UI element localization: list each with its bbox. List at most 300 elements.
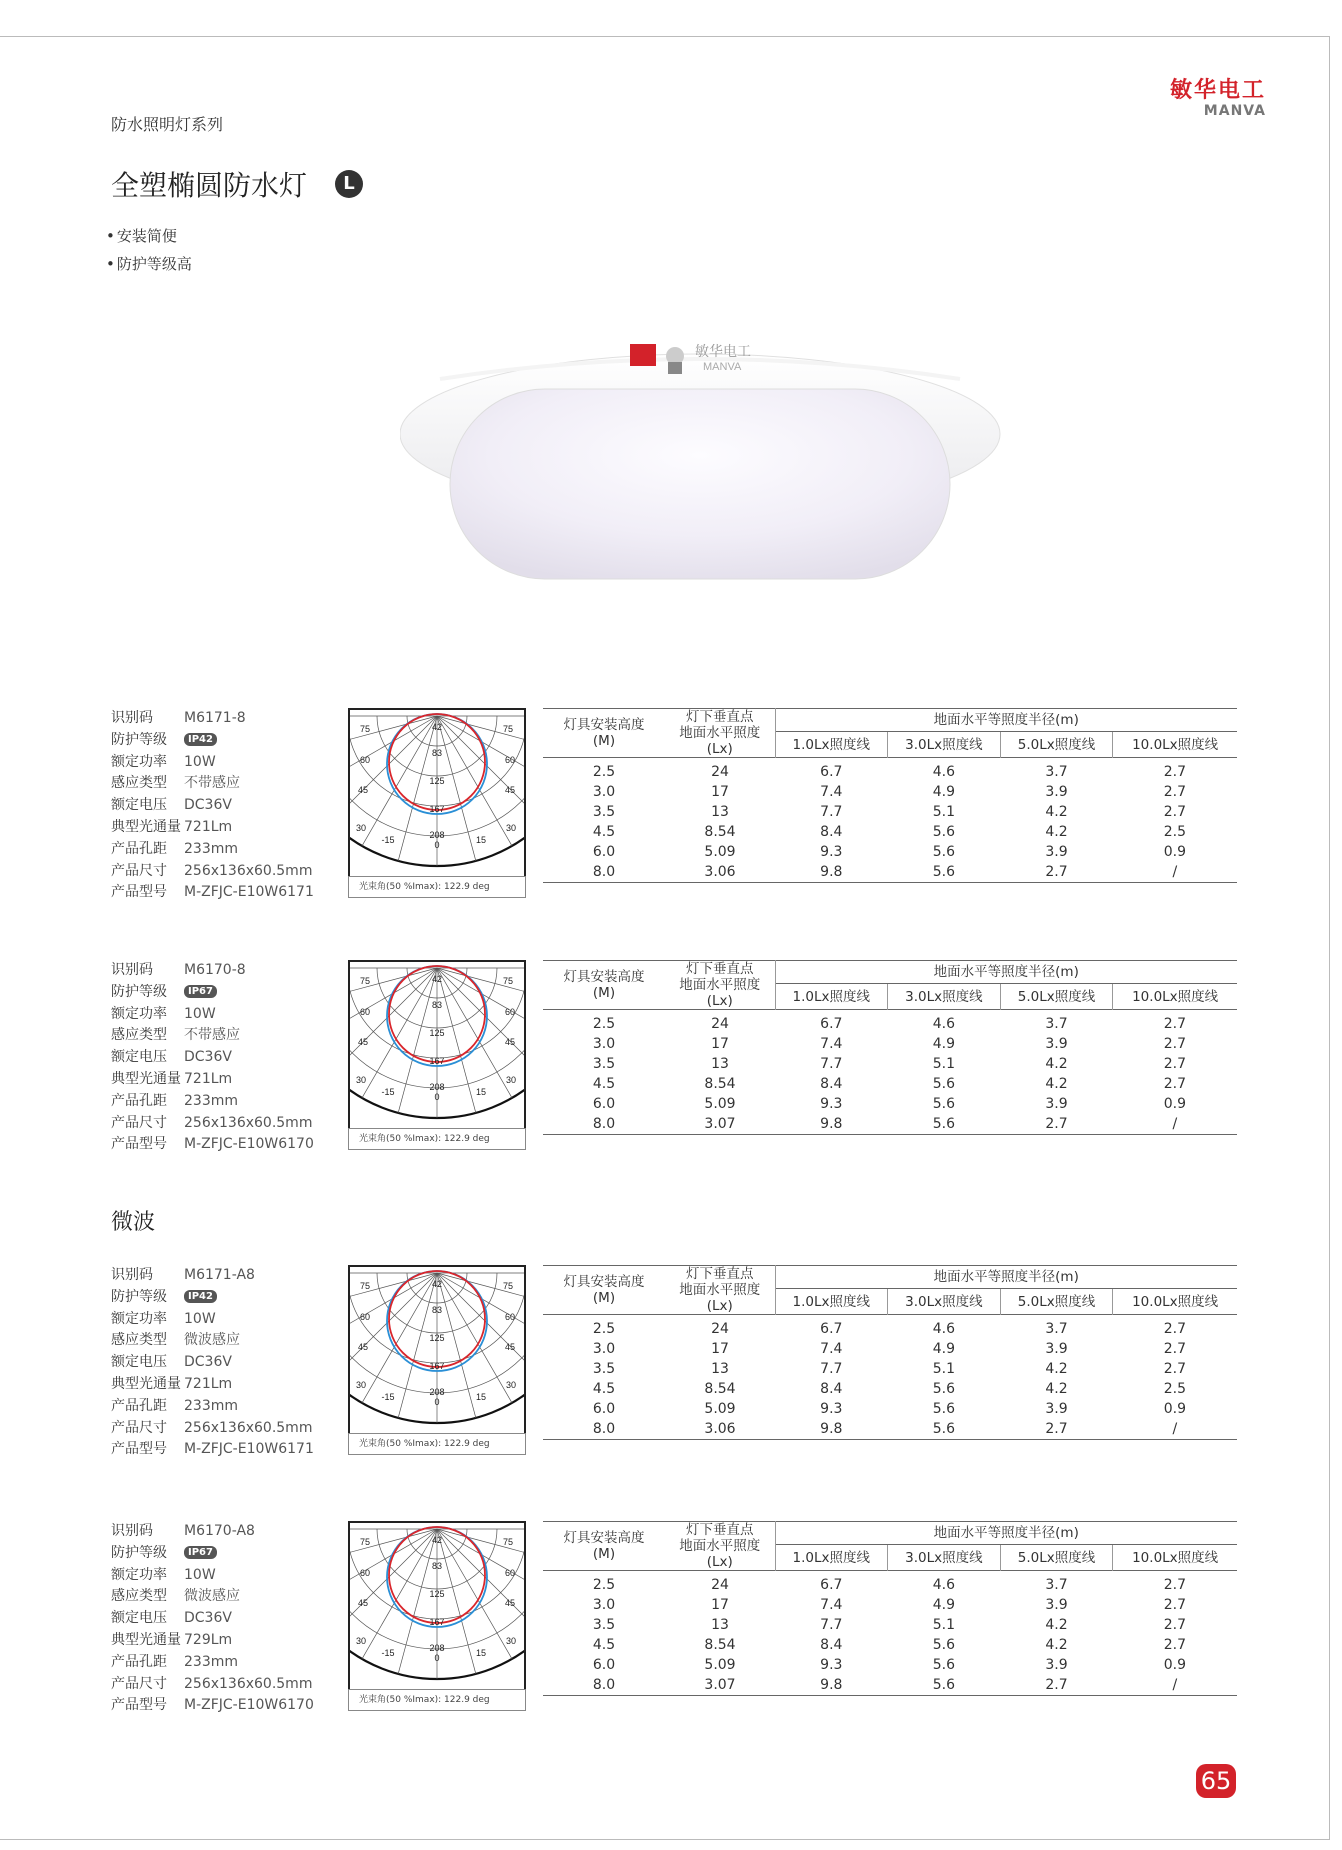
polar-radius-label: 83 xyxy=(431,1305,443,1315)
spec-row xyxy=(111,773,314,795)
table-cell: 4.2 xyxy=(1045,1076,1068,1092)
beam-angle-label: 光束角(50 %Imax): 122.9 deg xyxy=(348,1433,526,1455)
table-cell: 6.7 xyxy=(775,1571,888,1596)
spec-label: 额定功率 xyxy=(111,1566,167,1583)
table-cell: 3.9 xyxy=(1045,1036,1068,1052)
brand-logo-en: MANVA xyxy=(1203,103,1266,119)
spec-value: 不带感应 xyxy=(184,1027,240,1044)
spec-block xyxy=(0,708,1342,908)
polar-angle-label: 30 xyxy=(505,1380,517,1390)
spec-row xyxy=(111,1309,314,1331)
table-row xyxy=(543,1315,1237,1340)
spec-value: 10W xyxy=(184,753,216,770)
table-cell: 2.7 xyxy=(1000,1114,1113,1135)
spec-row xyxy=(111,1521,314,1543)
table-cell: 8.54 xyxy=(704,1637,736,1653)
polar-angle-label: 60 xyxy=(504,755,516,765)
table-row xyxy=(543,822,1237,842)
table-cell: 2.7 xyxy=(1163,1341,1187,1357)
polar-angle-label: 75 xyxy=(502,1537,514,1547)
table-cell: 13 xyxy=(711,1361,729,1377)
table-cell: 6.7 xyxy=(775,1010,888,1035)
center-header xyxy=(665,961,775,1010)
radius-col-header: 3.0Lx照度线 xyxy=(888,984,1001,1010)
polar-angle-label: 45 xyxy=(504,785,516,795)
table-cell: 3.0 xyxy=(592,1036,616,1052)
spec-value: 729Lm xyxy=(184,1631,233,1648)
table-row xyxy=(543,1595,1237,1615)
radius-col-header: 10.0Lx照度线 xyxy=(1132,1293,1219,1310)
section-heading-microwave: 微波 xyxy=(111,1210,156,1235)
spec-value: DC36V xyxy=(184,797,232,814)
table-cell: 5.6 xyxy=(932,1637,956,1653)
table-row xyxy=(543,1010,1237,1035)
polar-angle-label: 30 xyxy=(355,823,367,833)
table-cell: 3.9 xyxy=(1045,1401,1068,1417)
table-cell: 5.1 xyxy=(932,1617,956,1633)
polar-angle-label: 75 xyxy=(502,1281,514,1291)
spec-value: 256x136x60.5mm xyxy=(184,1419,313,1436)
photometric-table xyxy=(543,960,1237,1135)
spec-row xyxy=(111,1652,314,1674)
table-cell: 3.06 xyxy=(665,862,775,883)
spec-value: M-ZFJC-E10W6171 xyxy=(184,1441,314,1458)
polar-angle-label: 0 xyxy=(434,840,440,850)
polar-diagram xyxy=(348,1521,526,1693)
table-cell: 4.2 xyxy=(1045,824,1068,840)
table-cell: 9.3 xyxy=(820,1657,843,1673)
radius-col-header: 3.0Lx照度线 xyxy=(888,1289,1001,1315)
table-cell: 8.4 xyxy=(820,1637,843,1653)
polar-angle-label: 45 xyxy=(504,1037,516,1047)
center-header-line: 灯下垂直点 xyxy=(686,961,754,977)
polar-angle-label: 15 xyxy=(475,835,487,845)
polar-angle-label: 15 xyxy=(475,1648,487,1658)
table-cell: 3.7 xyxy=(1000,1571,1113,1596)
spec-value: 721Lm xyxy=(184,1070,233,1087)
table-row xyxy=(543,1675,1237,1696)
table-row xyxy=(543,1074,1237,1094)
polar-angle-label: -15 xyxy=(381,835,395,845)
table-cell: 7.4 xyxy=(820,784,843,800)
spec-value: M-ZFJC-E10W6171 xyxy=(184,884,314,901)
radius-col-header: 1.0Lx照度线 xyxy=(775,1289,888,1315)
table-cell: 4.6 xyxy=(888,758,1001,783)
table-cell: 3.07 xyxy=(665,1675,775,1696)
table-row xyxy=(543,1094,1237,1114)
spec-list xyxy=(111,960,314,1156)
radius-col-header: 5.0Lx照度线 xyxy=(1000,1545,1113,1571)
table-cell: 7.4 xyxy=(820,1036,843,1052)
table-cell: 2.7 xyxy=(1113,1571,1237,1596)
spec-list xyxy=(111,1265,314,1461)
table-cell: 2.7 xyxy=(1163,1617,1187,1633)
spec-row xyxy=(111,1695,314,1717)
table-cell: 2.7 xyxy=(1163,784,1187,800)
table-cell: 2.7 xyxy=(1163,804,1187,820)
spec-label: 产品孔距 xyxy=(111,1397,167,1414)
spec-label: 防护等级 xyxy=(111,1288,167,1305)
spec-value: DC36V xyxy=(184,1610,232,1627)
center-header-line: 地面水平照度 xyxy=(679,1282,761,1298)
spec-label: 典型光通量 xyxy=(111,818,181,835)
table-cell: 2.7 xyxy=(1163,1597,1187,1613)
spec-label: 感应类型 xyxy=(111,775,167,792)
table-cell: 0.9 xyxy=(1163,1096,1187,1112)
table-cell: 3.5 xyxy=(592,1056,616,1072)
polar-radius-label: 208 xyxy=(429,830,445,840)
table-cell: 7.7 xyxy=(820,1617,843,1633)
spec-label: 产品型号 xyxy=(111,1136,167,1153)
table-cell: 5.6 xyxy=(888,862,1001,883)
feature-item: • 安装简便 xyxy=(106,222,192,250)
table-cell: 9.3 xyxy=(820,844,843,860)
spec-value: M6170-A8 xyxy=(184,1523,255,1539)
polar-angle-label: 45 xyxy=(357,1037,369,1047)
spec-label: 产品尺寸 xyxy=(111,1114,167,1131)
spec-row xyxy=(111,1287,314,1309)
polar-angle-label: 15 xyxy=(475,1087,487,1097)
radius-col-header: 5.0Lx照度线 xyxy=(1000,984,1113,1010)
table-cell: 6.0 xyxy=(592,844,616,860)
polar-angle-label: 0 xyxy=(434,1092,440,1102)
table-cell: 17 xyxy=(711,1597,729,1613)
table-row xyxy=(543,1655,1237,1675)
table-row xyxy=(543,1571,1237,1596)
spec-row xyxy=(111,1674,314,1696)
polar-angle-label: 45 xyxy=(357,1598,369,1608)
radius-col-header: 3.0Lx照度线 xyxy=(888,1545,1001,1571)
table-cell: 2.7 xyxy=(1113,1315,1237,1340)
table-cell: 5.6 xyxy=(932,1401,956,1417)
spec-block xyxy=(0,1265,1342,1465)
spec-label: 产品型号 xyxy=(111,1441,167,1458)
beam-angle-label: 光束角(50 %Imax): 122.9 deg xyxy=(348,1128,526,1150)
spec-row xyxy=(111,982,314,1004)
spec-row xyxy=(111,1134,314,1156)
polar-angle-label: 45 xyxy=(357,785,369,795)
table-cell: 2.7 xyxy=(1163,1036,1187,1052)
table-cell: 8.0 xyxy=(543,1675,665,1696)
polar-radius-label: 42 xyxy=(431,722,443,732)
table-cell: 4.2 xyxy=(1045,1056,1068,1072)
table-cell: 8.54 xyxy=(704,1381,736,1397)
spec-row xyxy=(111,1025,314,1047)
spec-label: 产品型号 xyxy=(111,1697,167,1714)
table-cell: 4.6 xyxy=(888,1010,1001,1035)
radius-group-header: 地面水平等照度半径(m) xyxy=(775,1522,1237,1545)
polar-radius-label: 125 xyxy=(429,1589,445,1599)
table-cell: 4.9 xyxy=(932,1597,956,1613)
polar-angle-label: -15 xyxy=(381,1648,395,1658)
spec-value: 微波感应 xyxy=(184,1588,240,1605)
table-cell: 9.8 xyxy=(775,862,888,883)
spec-row xyxy=(111,1352,314,1374)
center-header-line: 地面水平照度 xyxy=(679,977,761,993)
spec-row xyxy=(111,1565,314,1587)
table-cell: 3.06 xyxy=(665,1419,775,1440)
spec-label: 额定电压 xyxy=(111,797,167,814)
table-cell: 3.0 xyxy=(592,784,616,800)
table-cell: 3.5 xyxy=(592,1617,616,1633)
table-cell: 5.09 xyxy=(704,1096,736,1112)
table-cell: 4.9 xyxy=(932,784,956,800)
height-header-line: 灯具安装高度 xyxy=(563,1274,645,1290)
table-cell: 2.7 xyxy=(1163,1361,1187,1377)
spec-value: M6171-A8 xyxy=(184,1267,255,1283)
center-header xyxy=(665,1522,775,1571)
center-header-line: 地面水平照度 xyxy=(679,1538,761,1554)
product-title-text: 全塑椭圆防水灯 xyxy=(111,169,308,202)
polar-diagram xyxy=(348,708,526,880)
polar-angle-label: 75 xyxy=(359,1281,371,1291)
polar-diagram xyxy=(348,1265,526,1437)
cert-label-icon xyxy=(630,344,656,366)
spec-label: 额定电压 xyxy=(111,1049,167,1066)
table-cell: 4.6 xyxy=(888,1315,1001,1340)
table-cell: 4.2 xyxy=(1045,1381,1068,1397)
table-row xyxy=(543,1339,1237,1359)
table-cell: 17 xyxy=(711,1341,729,1357)
polar-radius-label: 167 xyxy=(429,1361,445,1371)
table-cell: 3.5 xyxy=(592,804,616,820)
ip-rating-badge: IP42 xyxy=(184,733,217,746)
ip-rating-badge: IP67 xyxy=(184,985,217,998)
polar-angle-label: 15 xyxy=(475,1392,487,1402)
table-cell: 2.7 xyxy=(1163,1056,1187,1072)
table-cell: / xyxy=(1113,1675,1237,1696)
height-header-line: (M) xyxy=(592,985,616,1001)
polar-angle-label: 60 xyxy=(359,1007,371,1017)
table-cell: 2.5 xyxy=(1163,1381,1187,1397)
spec-row xyxy=(111,1630,314,1652)
table-cell: 3.0 xyxy=(592,1341,616,1357)
spec-row xyxy=(111,960,314,982)
center-header xyxy=(665,1266,775,1315)
spec-label: 产品尺寸 xyxy=(111,862,167,879)
table-cell: 2.5 xyxy=(543,758,665,783)
polar-angle-label: 60 xyxy=(359,755,371,765)
polar-angle-label: 60 xyxy=(504,1568,516,1578)
height-header-line: 灯具安装高度 xyxy=(563,969,645,985)
spec-label: 典型光通量 xyxy=(111,1070,181,1087)
table-cell: 13 xyxy=(711,804,729,820)
product-logo-en: MANVA xyxy=(703,361,742,373)
spec-row xyxy=(111,861,314,883)
l-badge-icon: L xyxy=(335,170,363,198)
table-row xyxy=(543,1615,1237,1635)
table-cell: 0.9 xyxy=(1163,1657,1187,1673)
beam-angle-label: 光束角(50 %Imax): 122.9 deg xyxy=(348,876,526,898)
table-cell: 4.2 xyxy=(1045,1637,1068,1653)
polar-angle-label: 75 xyxy=(359,1537,371,1547)
spec-label: 额定功率 xyxy=(111,1005,167,1022)
spec-value: 233mm xyxy=(184,1653,238,1670)
spec-value: M6171-8 xyxy=(184,710,246,726)
spec-row xyxy=(111,1586,314,1608)
radius-col-header: 3.0Lx照度线 xyxy=(888,732,1001,758)
polar-angle-label: 30 xyxy=(355,1380,367,1390)
table-cell: 4.2 xyxy=(1045,804,1068,820)
product-title xyxy=(111,164,363,204)
spec-row xyxy=(111,1396,314,1418)
table-cell: 8.54 xyxy=(704,824,736,840)
table-cell: 5.6 xyxy=(932,824,956,840)
brand-logo xyxy=(1170,78,1266,118)
polar-radius-label: 208 xyxy=(429,1643,445,1653)
table-cell: / xyxy=(1113,862,1237,883)
spec-label: 产品尺寸 xyxy=(111,1419,167,1436)
ip-rating-badge: IP67 xyxy=(184,1546,217,1559)
table-cell: 5.09 xyxy=(704,1401,736,1417)
table-cell: 7.7 xyxy=(820,804,843,820)
table-cell: 3.7 xyxy=(1000,1010,1113,1035)
table-cell: 13 xyxy=(711,1056,729,1072)
table-cell: 8.4 xyxy=(820,824,843,840)
polar-radius-label: 125 xyxy=(429,1028,445,1038)
feature-item: • 防护等级高 xyxy=(106,250,192,278)
table-cell: 4.9 xyxy=(932,1341,956,1357)
radius-col-header: 1.0Lx照度线 xyxy=(775,984,888,1010)
polar-angle-label: -15 xyxy=(381,1392,395,1402)
table-cell: 24 xyxy=(665,1571,775,1596)
spec-value: 微波感应 xyxy=(184,1332,240,1349)
spec-value: M6170-8 xyxy=(184,962,246,978)
table-cell: 5.09 xyxy=(704,1657,736,1673)
table-cell: 7.4 xyxy=(820,1597,843,1613)
polar-radius-label: 42 xyxy=(431,1535,443,1545)
table-cell: 5.6 xyxy=(888,1114,1001,1135)
polar-angle-label: 45 xyxy=(504,1342,516,1352)
series-title: 防水照明灯系列 xyxy=(111,115,224,134)
table-row xyxy=(543,1054,1237,1074)
spec-list xyxy=(111,708,314,904)
spec-value: DC36V xyxy=(184,1049,232,1066)
polar-radius-label: 208 xyxy=(429,1082,445,1092)
polar-radius-label: 42 xyxy=(431,1279,443,1289)
polar-radius-label: 83 xyxy=(431,748,443,758)
height-header-line: 灯具安装高度 xyxy=(563,717,645,733)
height-header-line: 灯具安装高度 xyxy=(563,1530,645,1546)
spec-label: 识别码 xyxy=(111,962,153,978)
radius-col-header: 5.0Lx照度线 xyxy=(1000,1289,1113,1315)
table-cell: 4.9 xyxy=(932,1036,956,1052)
height-header-line: (M) xyxy=(592,733,616,749)
polar-angle-label: 60 xyxy=(359,1312,371,1322)
polar-angle-label: 0 xyxy=(434,1653,440,1663)
table-row xyxy=(543,1635,1237,1655)
table-cell: 5.1 xyxy=(932,1056,956,1072)
table-cell: 8.0 xyxy=(543,1419,665,1440)
spec-label: 识别码 xyxy=(111,1523,153,1539)
table-cell: 2.5 xyxy=(1163,824,1187,840)
feature-list xyxy=(106,222,192,278)
spec-row xyxy=(111,1418,314,1440)
table-cell: 13 xyxy=(711,1617,729,1633)
height-header xyxy=(543,1522,665,1571)
height-header-line: (M) xyxy=(592,1290,616,1306)
center-header xyxy=(665,709,775,758)
spec-label: 额定功率 xyxy=(111,1310,167,1327)
spec-row xyxy=(111,708,314,730)
photometric-table xyxy=(543,1521,1237,1696)
spec-value: 256x136x60.5mm xyxy=(184,1675,313,1692)
table-cell: 3.9 xyxy=(1045,1657,1068,1673)
spec-value: DC36V xyxy=(184,1354,232,1371)
table-row xyxy=(543,1359,1237,1379)
table-cell: 8.0 xyxy=(543,862,665,883)
table-row xyxy=(543,842,1237,862)
center-header-line: 灯下垂直点 xyxy=(686,1522,754,1538)
table-cell: 24 xyxy=(665,1315,775,1340)
table-cell: 4.5 xyxy=(592,1076,616,1092)
spec-row xyxy=(111,1608,314,1630)
table-cell: 3.07 xyxy=(665,1114,775,1135)
polar-angle-label: 30 xyxy=(505,1075,517,1085)
spec-label: 防护等级 xyxy=(111,731,167,748)
spec-label: 产品型号 xyxy=(111,884,167,901)
table-row xyxy=(543,1419,1237,1440)
spec-row xyxy=(111,1265,314,1287)
brand-logo-cn: 敏华电工 xyxy=(1169,78,1266,103)
polar-radius-label: 125 xyxy=(429,776,445,786)
polar-radius-label: 167 xyxy=(429,1617,445,1627)
polar-angle-label: -15 xyxy=(381,1087,395,1097)
spec-value: 233mm xyxy=(184,840,238,857)
table-cell: 5.6 xyxy=(888,1675,1001,1696)
polar-radius-label: 42 xyxy=(431,974,443,984)
spec-label: 防护等级 xyxy=(111,1544,167,1561)
spec-list xyxy=(111,1521,314,1717)
spec-row xyxy=(111,1330,314,1352)
polar-angle-label: 75 xyxy=(502,724,514,734)
table-cell: 4.2 xyxy=(1045,1617,1068,1633)
table-cell: 6.7 xyxy=(775,1315,888,1340)
radius-col-header: 10.0Lx照度线 xyxy=(1132,1549,1219,1566)
spec-value: 10W xyxy=(184,1310,216,1327)
table-cell: 5.6 xyxy=(932,1076,956,1092)
spec-label: 额定功率 xyxy=(111,753,167,770)
table-cell: / xyxy=(1113,1114,1237,1135)
table-cell: 3.7 xyxy=(1000,758,1113,783)
spec-label: 感应类型 xyxy=(111,1027,167,1044)
table-cell: 7.7 xyxy=(820,1056,843,1072)
spec-row xyxy=(111,882,314,904)
spec-row xyxy=(111,795,314,817)
table-cell: 3.0 xyxy=(592,1597,616,1613)
polar-angle-label: 60 xyxy=(504,1312,516,1322)
radius-col-header: 10.0Lx照度线 xyxy=(1132,988,1219,1005)
polar-angle-label: 45 xyxy=(504,1598,516,1608)
center-header-line: (Lx) xyxy=(706,1298,733,1314)
spec-label: 产品尺寸 xyxy=(111,1675,167,1692)
spec-value: 10W xyxy=(184,1005,216,1022)
spec-value: 256x136x60.5mm xyxy=(184,862,313,879)
table-cell: 17 xyxy=(711,1036,729,1052)
spec-row xyxy=(111,1543,314,1565)
polar-radius-label: 167 xyxy=(429,804,445,814)
height-header-line: (M) xyxy=(592,1546,616,1562)
polar-radius-label: 125 xyxy=(429,1333,445,1343)
spec-label: 感应类型 xyxy=(111,1332,167,1349)
table-cell: 8.4 xyxy=(820,1076,843,1092)
spec-block xyxy=(0,960,1342,1160)
spec-value: 721Lm xyxy=(184,1375,233,1392)
radius-col-header: 10.0Lx照度线 xyxy=(1132,736,1219,753)
polar-chart xyxy=(348,960,526,1132)
center-header-line: 灯下垂直点 xyxy=(686,709,754,725)
polar-chart xyxy=(348,1265,526,1437)
